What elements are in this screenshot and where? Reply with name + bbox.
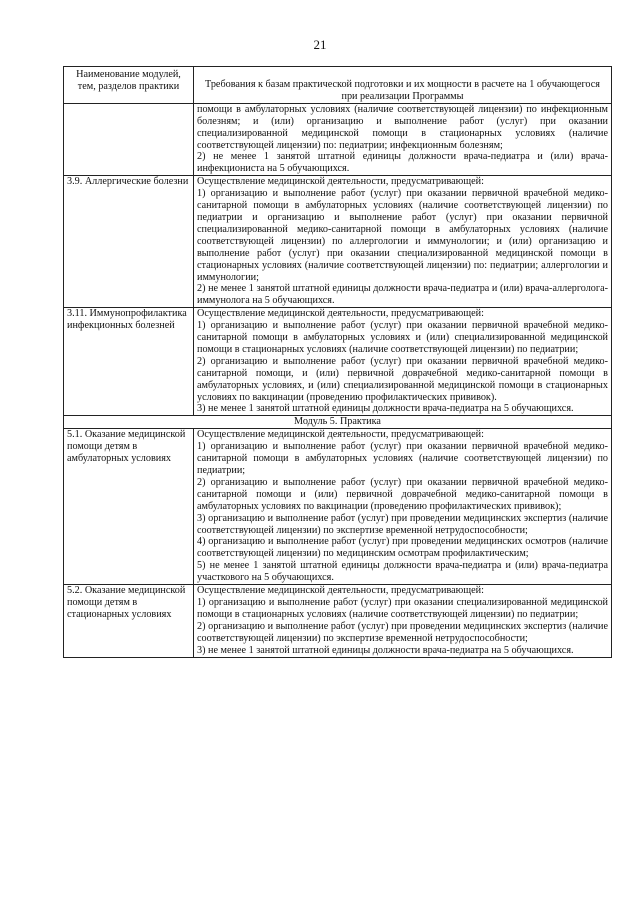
requirements-table: [63, 66, 612, 658]
requirement-paragraph: 1) организацию и выполнение работ (услуг) при оказании первичной врачебной медико-санитарной помощи в амбулаторных условиях и (или) специализированной медицинской помощи в стационарных условиях (наличие соответствующей лицензии) по педиатрии;: [197, 320, 608, 355]
module-title-row: [64, 416, 612, 429]
requirement-paragraph: Осуществление медицинской деятельности, предусматривающей:: [197, 429, 484, 441]
table-row: [64, 103, 612, 175]
requirements-cell: [194, 429, 612, 585]
section-cell: [64, 103, 194, 175]
table-row: [64, 176, 612, 308]
requirement-paragraph: 2) не менее 1 занятой штатной единицы должности врача-педиатра и (или) врача-инфекциониста на 5 обучающихся.: [197, 151, 608, 175]
requirements-cell: [194, 308, 612, 416]
table-row: [64, 585, 612, 657]
requirements-cell: [194, 103, 612, 175]
requirement-paragraph: 2) организацию и выполнение работ (услуг) при оказании первичной врачебной медико-санитарной помощи и (или) первичной доврачебной медико-санитарной помощи в амбулаторных условиях по вакцинации (проведению профилактических прививок);: [197, 476, 608, 512]
requirement-paragraph: помощи в амбулаторных условиях (наличие соответствующей лицензии) по инфекционным болезням; и (или) организацию и выполнение работ (услуг) при оказании специализированной медицинской помощи в стационарных условиях (наличие соответствующей лицензии) по: педиатрии; инфекционным болезням;: [197, 103, 608, 151]
requirement-paragraph: 3) не менее 1 занятой штатной единицы должности врача-педиатра на 5 обучающихся.: [197, 644, 574, 656]
column-header-requirements: Требования к базам практической подготовки и их мощности в расчете на 1 обучающегося при реализации Программы: [194, 67, 612, 104]
requirement-paragraph: Осуществление медицинской деятельности, предусматривающей:: [197, 585, 484, 597]
column-header-sections: Наименование модулей, тем, разделов практики: [64, 67, 194, 104]
requirement-paragraph: 4) организацию и выполнение работ (услуг) при проведении медицинских осмотров (наличие соответствующей лицензии) по медицинским осмотрам профилактическим;: [197, 536, 608, 560]
requirement-paragraph: 3) не менее 1 занятой штатной единицы должности врача-педиатра на 5 обучающихся.: [197, 403, 574, 415]
requirement-paragraph: Осуществление медицинской деятельности, предусматривающей:: [197, 308, 484, 320]
requirement-paragraph: 1) организацию и выполнение работ (услуг) при оказании специализированной медицинской помощи в стационарных условиях (наличие соответствующей лицензии) по педиатрии;: [197, 596, 608, 620]
table-row: [64, 308, 612, 416]
requirement-paragraph: 5) не менее 1 занятой штатной единицы должности врача-педиатра и (или) врача-педиатра участкового на 5 обучающихся.: [197, 560, 608, 584]
section-cell: 3.11. Иммунопрофилактика инфекционных болезней: [64, 308, 194, 416]
section-cell: 3.9. Аллергические болезни: [64, 176, 194, 308]
page-number: 21: [313, 37, 327, 52]
table-header-row: [64, 67, 612, 104]
requirement-paragraph: 3) организацию и выполнение работ (услуг) при проведении медицинских экспертиз (наличие соответствующей лицензии) по экспертизе временной нетрудоспособности;: [197, 512, 608, 536]
requirement-paragraph: 2) организацию и выполнение работ (услуг) при оказании первичной врачебной медико-санитарной помощи, и (или) первичной доврачебной медико-санитарной помощи в амбулаторных условиях, и (или) специализированной медицинской помощи в стационарных условиях по вакцинации (проведению профилактических прививок).: [197, 355, 608, 403]
requirements-cell: [194, 585, 612, 657]
requirement-paragraph: 2) не менее 1 занятой штатной единицы должности врача-педиатра и (или) врача-аллерголога-иммунолога на 5 обучающихся.: [197, 283, 608, 307]
section-cell: 5.1. Оказание медицинской помощи детям в амбулаторных условиях: [64, 429, 194, 585]
table-row: [64, 429, 612, 585]
module-title: Модуль 5. Практика: [64, 416, 612, 429]
requirements-cell: [194, 176, 612, 308]
section-cell: 5.2. Оказание медицинской помощи детям в стационарных условиях: [64, 585, 194, 657]
requirement-paragraph: Осуществление медицинской деятельности, предусматривающей:: [197, 176, 484, 188]
requirement-paragraph: 1) организацию и выполнение работ (услуг) при оказании первичной врачебной медико-санитарной помощи в амбулаторных условиях (наличие соответствующей лицензии) по педиатрии;: [197, 441, 608, 476]
requirement-paragraph: 1) организацию и выполнение работ (услуг) при оказании первичной врачебной медико-санитарной помощи в амбулаторных условиях (наличие соответствующей лицензии) по педиатрии и организацию и выполнение работ (услуг) при оказании первичной специализированной медико-санитарной помощи в амбулаторных условиях (наличие соответствующей лицензии) по аллергологии и иммунологии; и (или) организацию и выполнение работ (услуг) при оказании специализированной медицинской помощи в стационарных условиях (наличие соответствующей лицензии) по: педиатрии; аллергологии и иммунологии;: [197, 188, 608, 283]
requirement-paragraph: 2) организацию и выполнение работ (услуг) при проведении медицинских экспертиз (наличие соответствующей лицензии) по экспертизе временной нетрудоспособности;: [197, 620, 608, 644]
